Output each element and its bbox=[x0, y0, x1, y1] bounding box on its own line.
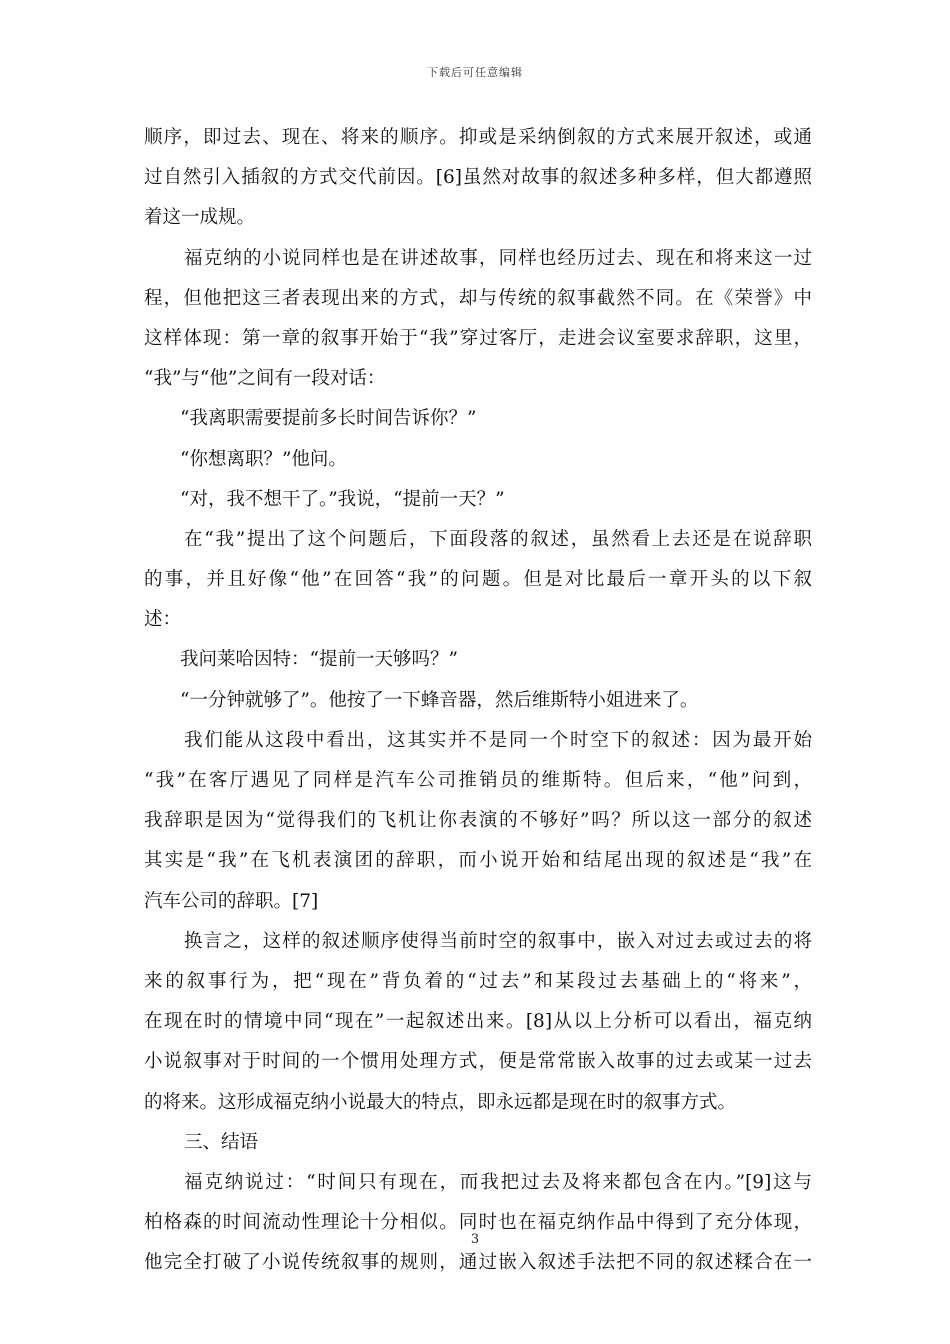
dialogue-line: 我问莱哈因特：“提前一天够吗？” bbox=[180, 649, 458, 671]
document-body bbox=[144, 118, 812, 1283]
text-line: 在“我”提出了这个问题后，下面段落的叙述，虽然看上去还是在说辞职 bbox=[184, 528, 812, 550]
text-line: “我”在客厅遇见了同样是汽车公司推销员的维斯特。但后来，“他”问到， bbox=[144, 770, 812, 791]
text-line: 着这一成规。 bbox=[144, 207, 256, 229]
text-line: 福克纳说过：“时间只有现在，而我把过去及将来都包含在内。”[9]这与 bbox=[184, 1171, 812, 1193]
text-line: 的将来。这形成福克纳小说最大的特点，即永远都是现在时的叙事方式。 bbox=[144, 1091, 737, 1113]
text-line: 述： bbox=[144, 609, 182, 631]
text-line: 他完全打破了小说传统叙事的规则，通过嵌入叙述手法把不同的叙述糅合在一 bbox=[144, 1252, 812, 1274]
text-line: 在现在时的情境中同“现在”一起叙述出来。[8]从以上分析可以看出，福克纳 bbox=[144, 1011, 812, 1033]
text-line: 小说叙事对于时间的一个惯用处理方式，便是常常嵌入故事的过去或某一过去 bbox=[144, 1051, 812, 1073]
text-line: 换言之，这样的叙述顺序使得当前时空的叙事中，嵌入对过去或过去的将 bbox=[184, 930, 812, 952]
text-line: “我”与“他”之间有一段对话： bbox=[144, 368, 386, 390]
text-line: 我们能从这段中看出，这其实并不是同一个时空下的叙述：因为最开始 bbox=[184, 729, 812, 751]
dialogue-line: “我离职需要提前多长时间告诉你？” bbox=[180, 408, 477, 430]
text-line: 程，但他把这三者表现出来的方式，却与传统的叙事截然不同。在《荣誉》中 bbox=[144, 287, 812, 309]
text-line: 其实是“我”在飞机表演团的辞职，而小说开始和结尾出现的叙述是“我”在 bbox=[144, 850, 812, 872]
text-line: 柏格森的时间流动性理论十分相似。同时也在福克纳作品中得到了充分体现， bbox=[144, 1212, 812, 1234]
text-line: 过自然引入插叙的方式交代前因。[6]虽然对故事的叙述多种多样，但大都遵照 bbox=[144, 167, 812, 189]
dialogue-line: “对，我不想干了。”我说，“提前一天？” bbox=[180, 488, 505, 510]
text-line: 我辞职是因为“觉得我们的飞机让你表演的不够好”吗？所以这一部分的叙述 bbox=[144, 810, 812, 832]
text-line: 汽车公司的辞职。[7] bbox=[144, 890, 319, 912]
dialogue-line: “一分钟就够了”。他按了一下蜂音器，然后维斯特小姐进来了。 bbox=[180, 689, 699, 711]
text-line: 福克纳的小说同样也是在讲述故事，同样也经历过去、现在和将来这一过 bbox=[184, 247, 812, 269]
page-number: 3 bbox=[470, 1232, 480, 1247]
text-line: 这样体现：第一章的叙事开始于“我”穿过客厅，走进会议室要求辞职，这里， bbox=[144, 327, 812, 349]
text-line: 来的叙事行为，把“现在”背负着的“过去”和某段过去基础上的“将来”， bbox=[144, 970, 812, 992]
text-line: 的事，并且好像“他”在回答“我”的问题。但是对比最后一章开头的以下叙 bbox=[144, 569, 812, 591]
text-line: 顺序，即过去、现在、将来的顺序。抑或是采纳倒叙的方式来展开叙述，或通 bbox=[144, 127, 812, 148]
dialogue-line: “你想离职？”他问。 bbox=[180, 448, 347, 470]
section-heading: 三、结语 bbox=[184, 1131, 259, 1153]
page-header: 下载后可任意编辑 bbox=[427, 66, 523, 79]
